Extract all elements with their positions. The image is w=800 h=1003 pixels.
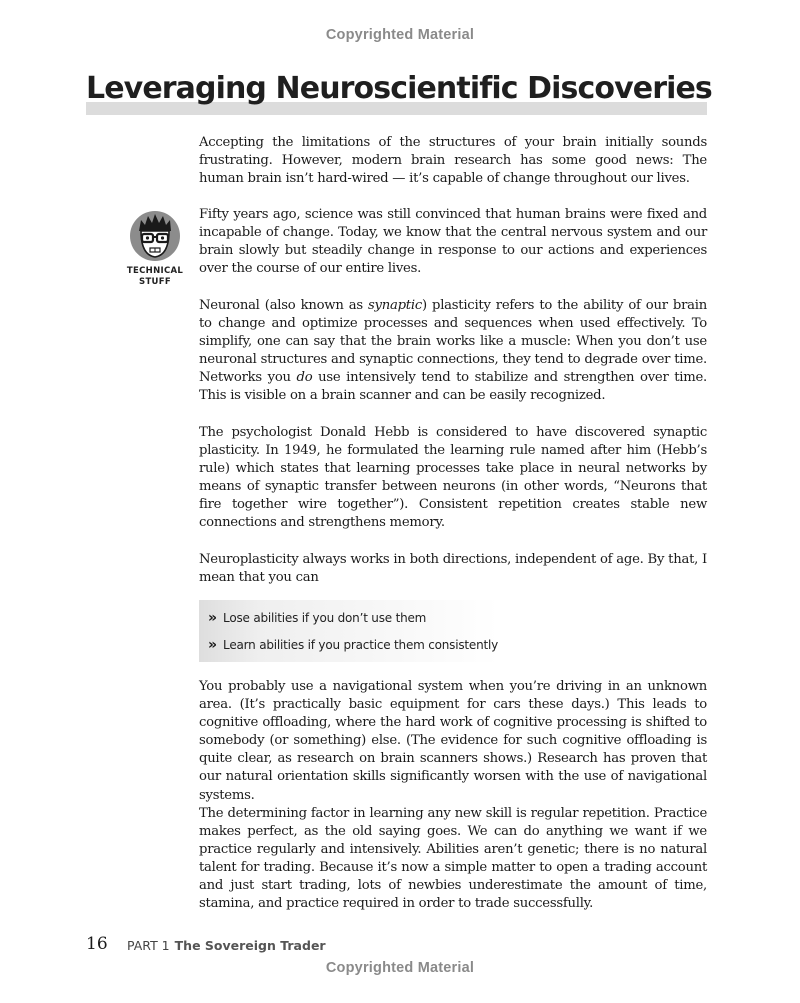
paragraph-3-part-b: ) plasticity refers to the ability of our brain to change and optimize processes and sequences when used effectively. To simplify, one can say that the brain works like a muscle: When you don’t use neuronal structures and synaptic connections, they tend to degrade over time. Networks you xyxy=(199,298,707,386)
section-heading: Leveraging Neuroscientific Discoveries xyxy=(86,71,712,106)
double-chevron-right-icon: » xyxy=(208,610,215,626)
copyright-watermark-top: Copyrighted Material xyxy=(325,27,475,43)
paragraph-6: You probably use a navigational system when you’re driving in an unknown area. (It’s practically basic equipment for cars these days.) This leads to cognitive offloading, where the hard work of cognitive processing is shifted to somebody (or something) else. (The evidence for such cognitive offloading is quite clear, as research on brain scanners shows.) Research has proven that our natural orientation skills significantly worsen with the use of navigational systems. xyxy=(199,679,707,803)
paragraph-3-italic-do: do xyxy=(296,370,313,386)
footer-part-label: PART 1 xyxy=(127,938,170,953)
paragraph-3 xyxy=(199,297,707,406)
paragraph-3-part-a: Neuronal (also known as xyxy=(199,298,369,313)
double-chevron-right-icon: » xyxy=(208,637,215,653)
paragraph-5: Neuroplasticity always works in both directions, independent of age. By that, I mean that you can xyxy=(199,552,707,586)
bullet-item xyxy=(208,610,426,626)
copyright-watermark-bottom: Copyrighted Material xyxy=(325,960,475,976)
bullet-item-text: Learn abilities if you practice them consistently xyxy=(223,638,499,652)
paragraph-4: The psychologist Donald Hebb is considered to have discovered synaptic plasticity. In 1949, he formulated the learning rule named after him (Hebb’s rule) which states that learning processes take place in neural networks by means of synaptic transfer between neurons (in other words, “Neurons that fire together wire together”). Consistent repetition creates stable new connections and strengthens memory. xyxy=(199,425,707,531)
paragraph-2: Fifty years ago, science was still convinced that human brains were fixed and incapable of change. Today, we know that the central nervous system and our brain slowly but steadily change in response to our actions and experiences over the course of our entire lives. xyxy=(199,207,707,277)
running-footer xyxy=(127,938,326,953)
technical-stuff-label-line2: STUFF xyxy=(139,276,171,287)
paragraph-3-part-c: use intensively tend to stabilize and strengthen over time. This is visible on a brain scanner and can be easily recognized. xyxy=(199,370,708,404)
bullet-item xyxy=(208,637,498,653)
technical-stuff-label xyxy=(118,266,192,287)
page-number: 16 xyxy=(86,934,108,954)
technical-stuff-label-line1: TECHNICAL xyxy=(126,266,184,276)
paragraph-1: Accepting the limitations of the structures of your brain initially sounds frustrating. However, modern brain research has some good news: The human brain isn’t hard-wired — it’s capable of change throughout our lives. xyxy=(199,135,707,187)
paragraph-3-italic-synaptic: synaptic xyxy=(368,298,422,313)
bullet-item-text: Lose abilities if you don’t use them xyxy=(223,611,427,625)
paragraph-7: The determining factor in learning any new skill is regular repetition. Practice makes perfect, as the old saying goes. We can do anything we want if we practice regularly and intensively. Abilities aren’t genetic; there is no natural talent for trading. Because it’s now a simple matter to open a trading account and just start trading, lots of newbies underestimate the amount of time, stamina, and practice required in order to trade successfully. xyxy=(199,806,707,912)
footer-part-title: The Sovereign Trader xyxy=(174,938,326,953)
